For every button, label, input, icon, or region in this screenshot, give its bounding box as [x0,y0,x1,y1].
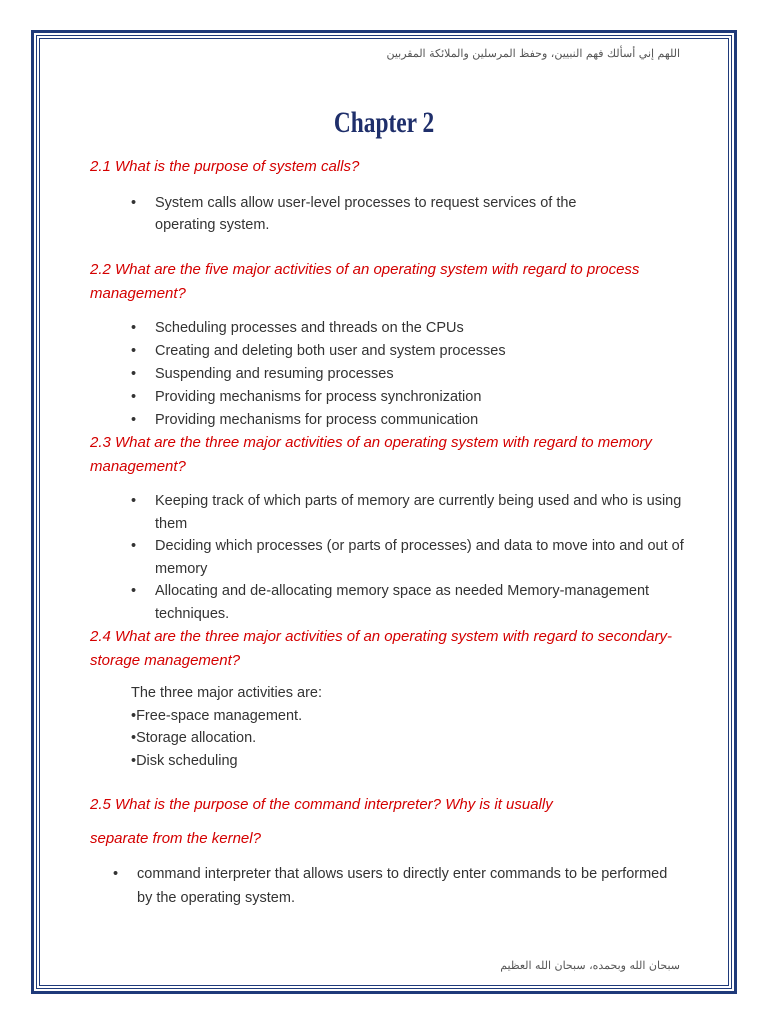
question-2-2: 2.2 What are the five major activities of an operating system with regard to process management? [90,261,640,302]
list-item-text: Scheduling processes and threads on the CPUs [155,320,464,336]
bullet-icon: • [131,538,137,554]
list-item-text: Deciding which processes (or parts of processes) and data to move into and out of memory [155,538,684,577]
chapter-title: Chapter 2 [333,106,435,139]
answer-line: The three major activities are: [131,685,322,701]
question-2-1: 2.1 What is the purpose of system calls? [90,158,360,175]
list-item-text: Providing mechanisms for process synchronization [155,389,482,405]
answer-2-4-text [131,682,322,772]
question-2-4: 2.4 What are the three major activities of an operating system with regard to secondary-storage management? [90,628,672,669]
question-2-5-line-1: 2.5 What is the purpose of the command interpreter? Why is it usually [90,796,553,813]
question-2-3: 2.3 What are the three major activities of an operating system with regard to memory management? [90,434,652,475]
list-item [131,192,631,236]
bullet-icon: • [113,866,119,882]
list-item-text: command interpreter that allows users to directly enter commands to be performed by the operating system. [137,866,668,906]
footer-arabic-text: سبحان الله وبحمده، سبحان الله العظيم [500,959,680,972]
list-item [131,386,671,409]
list-item [131,490,691,535]
bullet-icon: • [131,493,137,509]
bullet-icon: • [131,343,137,359]
answer-2-5-list [113,863,673,910]
question-2-5-line-2: separate from the kernel? [90,830,261,847]
answer-line: •Storage allocation. [131,730,257,746]
answer-2-3-list [131,490,691,625]
answer-line: •Disk scheduling [131,752,238,769]
bullet-icon: • [131,583,137,599]
list-item-text: Creating and deleting both user and system processes [155,343,506,359]
list-item-text: Providing mechanisms for process communication [155,412,479,428]
answer-2-1-list [131,192,631,236]
bullet-icon: • [131,389,137,405]
bullet-icon: • [131,412,137,428]
answer-line: •Free-space management. [131,707,303,724]
list-item [131,317,671,340]
list-item-text: System calls allow user-level processes to request services of the operating system. [155,195,577,233]
list-item [131,363,671,386]
list-item [131,409,671,432]
list-item-text: Allocating and de-allocating memory space as needed Memory-management techniques. [155,583,650,622]
list-item [131,535,691,580]
list-item-text: Suspending and resuming processes [155,366,394,382]
list-item-text: Keeping track of which parts of memory are currently being used and who is using them [155,493,682,532]
list-item [131,580,691,625]
answer-2-2-list [131,317,671,432]
list-item [113,863,673,910]
header-arabic-text: اللهم إني أسألك فهم النبيين، وحفظ المرسلين والملائكة المقربين [386,47,680,60]
bullet-icon: • [131,195,137,211]
bullet-icon: • [131,320,137,336]
list-item [131,340,671,363]
bullet-icon: • [131,366,137,382]
